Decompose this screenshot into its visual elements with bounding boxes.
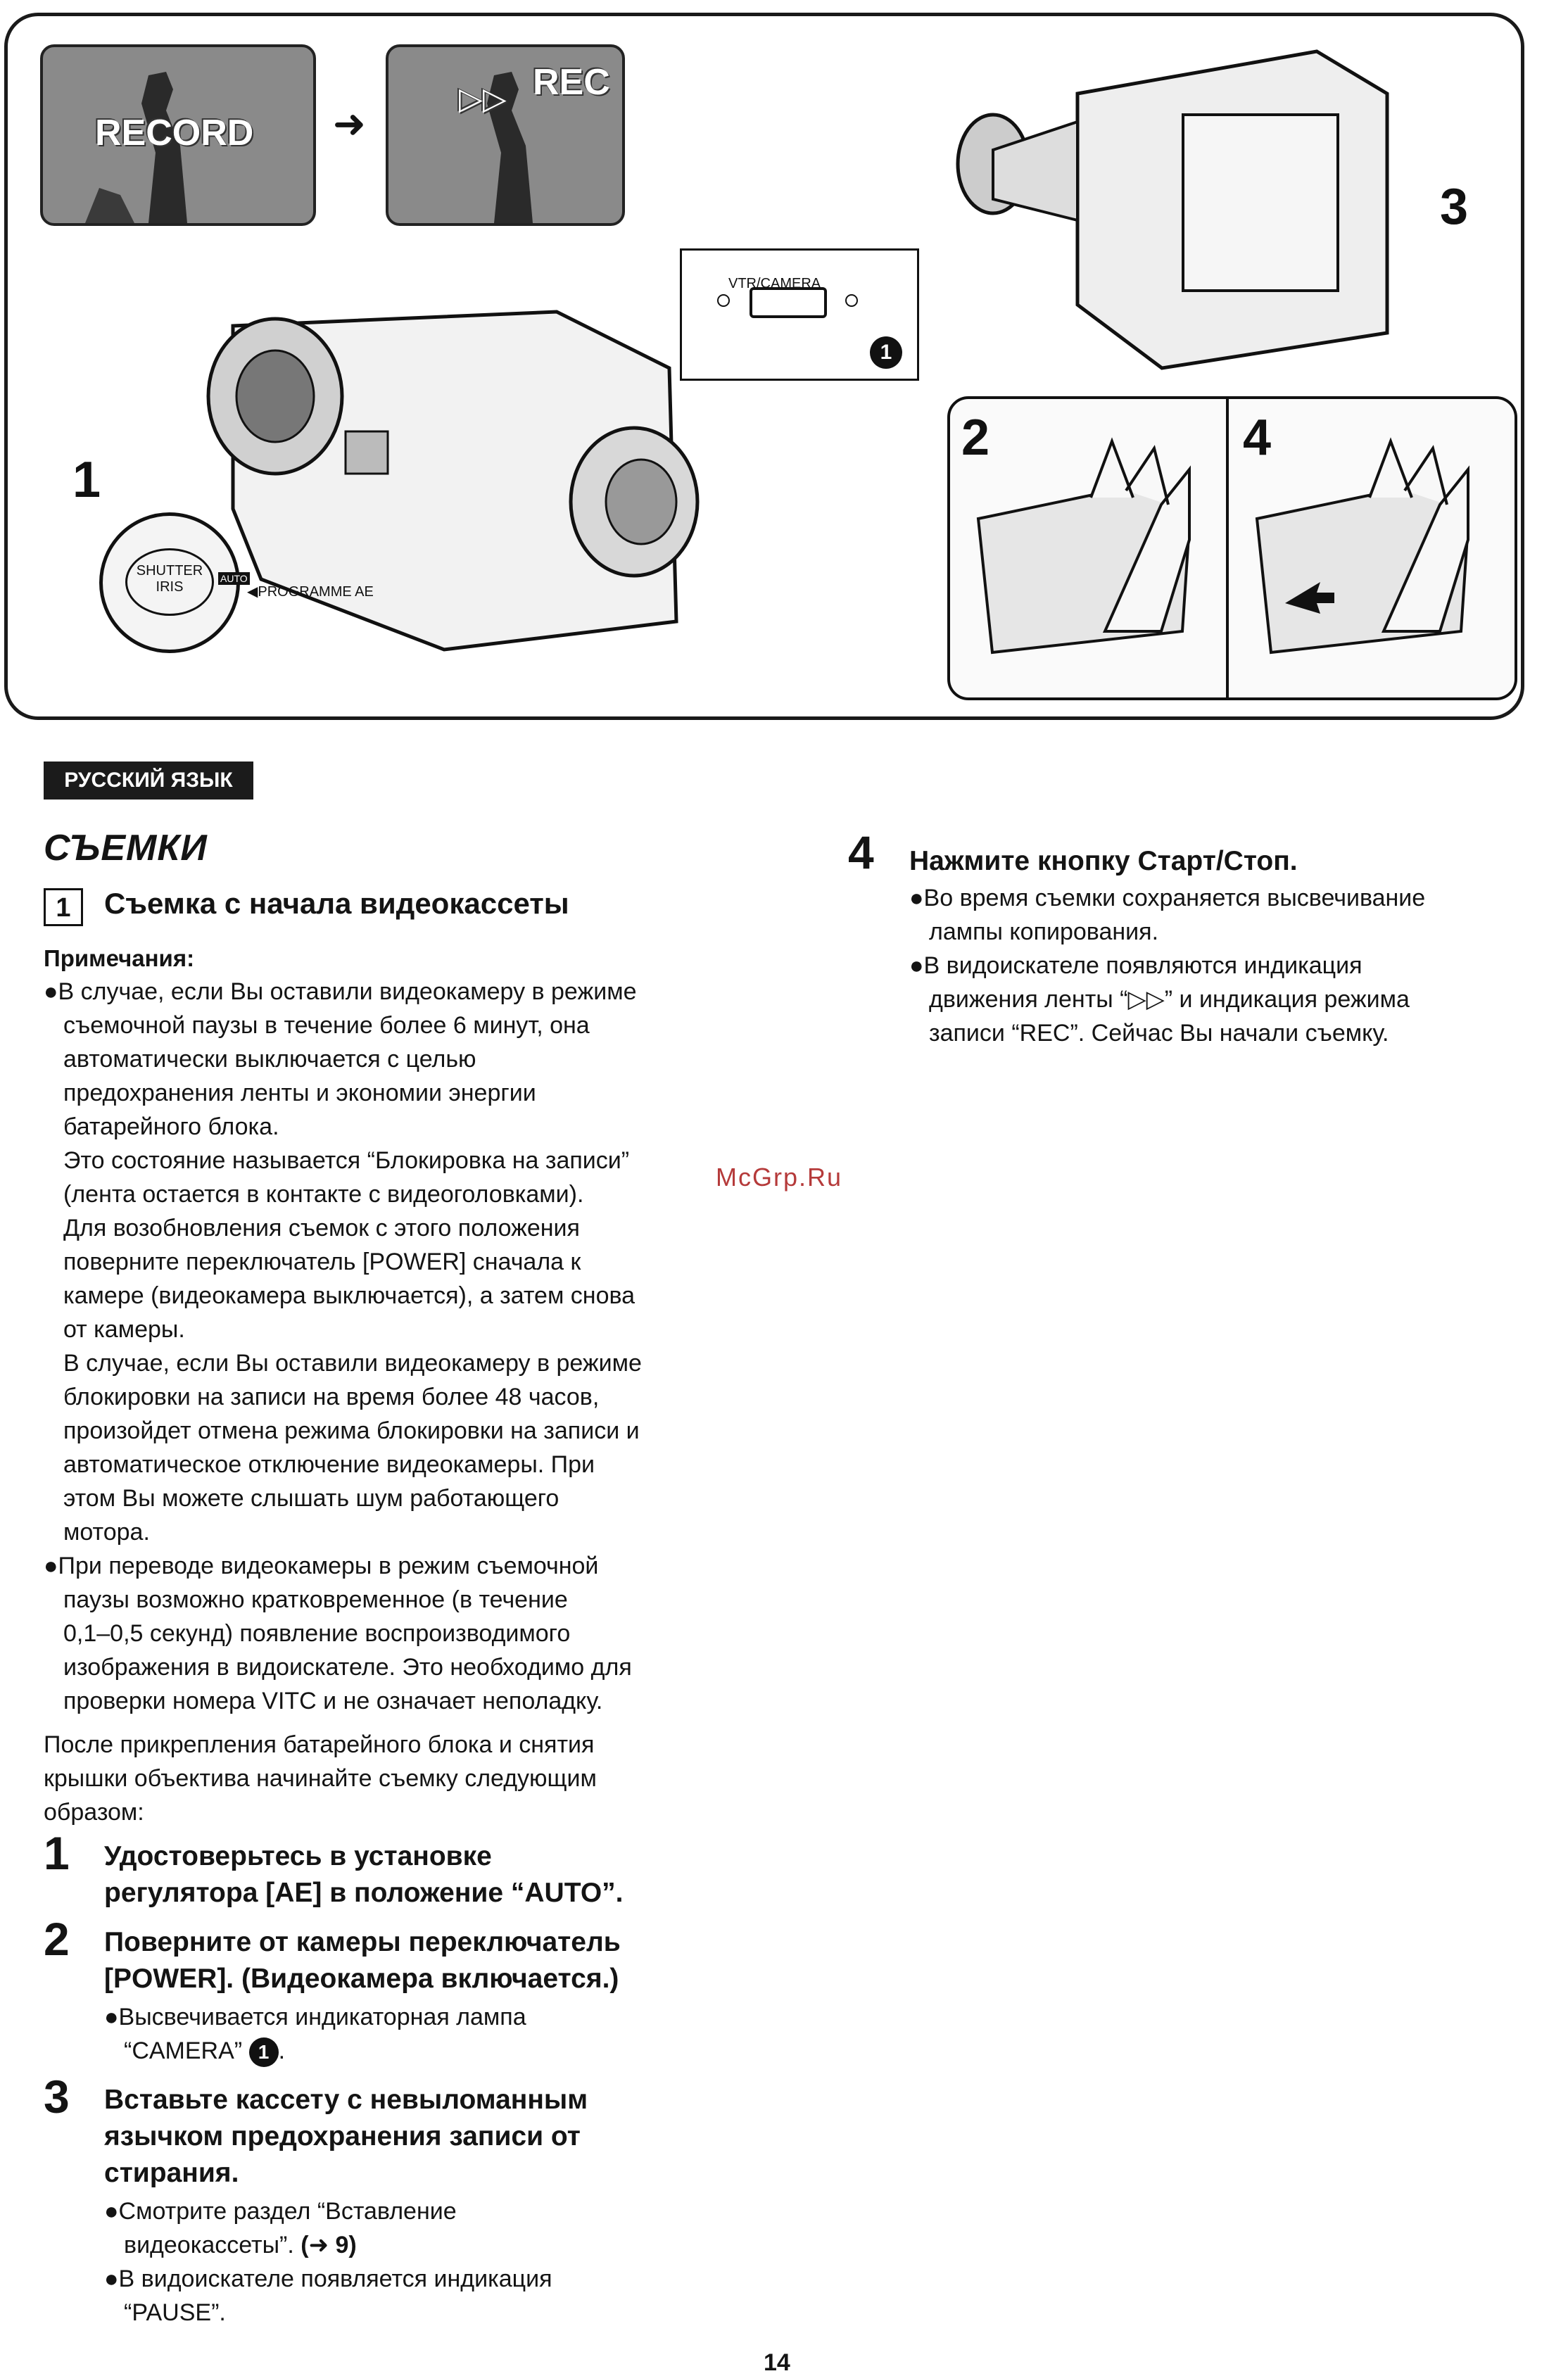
vtr-camera-switch	[750, 287, 827, 318]
note-line: паузы возможно кратковременное (в течение	[63, 1586, 568, 1613]
note-line: съемочной паузы в течение более 6 минут, она	[63, 1012, 590, 1039]
language-tag: РУССКИЙ ЯЗЫК	[44, 762, 253, 800]
vtr-lamp-icon	[717, 294, 730, 307]
note-line: произойдет отмена режима блокировки на записи и	[63, 1417, 640, 1444]
intro-line: крышки объектива начинайте съемку следующим	[44, 1765, 597, 1792]
camera-lamp-icon	[845, 294, 858, 307]
section-title: СЪЕМКИ	[44, 828, 208, 868]
note-line: этом Вы можете слышать шум работающего	[63, 1485, 559, 1512]
step-3-title	[104, 2082, 588, 2192]
play-indicator: ▷▷	[459, 82, 507, 116]
note-line: поверните переключатель [POWER] сначала к	[63, 1249, 581, 1275]
step-title-line: стирания.	[104, 2158, 239, 2188]
watermark: McGrp.Ru	[716, 1163, 843, 1192]
note-line: мотора.	[63, 1519, 150, 1546]
indicator-callout-icon: 1	[249, 2037, 279, 2067]
hand-pressing-icon	[950, 399, 1226, 697]
note-line: В случае, если Вы оставили видеокамеру в режиме	[63, 1350, 642, 1377]
bullet-line: записи “REC”. Сейчас Вы начали съемку.	[929, 1020, 1389, 1047]
note-line: предохранения ленты и экономии энергии	[63, 1080, 536, 1106]
bullet-line: видеокассеты”.	[124, 2232, 294, 2258]
panel-step-4	[1229, 396, 1517, 700]
step-title-line: регулятора [AE] в положение “AUTO”.	[104, 1878, 624, 1908]
page-number: 14	[764, 2349, 790, 2376]
step-2-callout: 2	[961, 410, 990, 466]
bullet-line: ●Смотрите раздел “Вставление	[104, 2198, 457, 2225]
intro-paragraph	[44, 1728, 597, 1829]
ae-dial	[99, 512, 248, 653]
step-4-callout: 4	[1243, 410, 1272, 466]
bullet-line: движения ленты “▷▷” и индикация режима	[929, 986, 1410, 1013]
step-title-line: Вставьте кассету с невыломанным	[104, 2085, 588, 2115]
note-line: ●При переводе видеокамеры в режим съемочной	[44, 1553, 599, 1579]
illustration-frame	[4, 13, 1524, 720]
step-title-line: [POWER]. (Видеокамера включается.)	[104, 1964, 619, 1994]
step-2-bullets	[104, 2000, 526, 2068]
intro-line: образом:	[44, 1799, 144, 1826]
shutter-iris-knob	[125, 548, 214, 616]
arrow-icon: ➜	[333, 101, 366, 146]
rec-label: REC	[533, 62, 610, 103]
note-line: ●В случае, если Вы оставили видеокамеру в режиме	[44, 978, 637, 1005]
step-1-callout: 1	[72, 452, 101, 508]
bullet-line: “PAUSE”.	[124, 2299, 226, 2326]
notes-block	[44, 975, 642, 1718]
step-title-line: Удостоверьтесь в установке	[104, 1841, 492, 1871]
hand-pressing-icon	[1229, 399, 1515, 697]
note-line: Для возобновления съемок с этого положения	[63, 1215, 580, 1241]
step-title-line: Поверните от камеры переключатель	[104, 1927, 621, 1957]
subsection-title: Съемка с начала видеокассеты	[104, 887, 569, 920]
bullet-line: ●В видоискателе появляется индикация	[104, 2266, 552, 2292]
step-3-number: 3	[44, 2071, 70, 2123]
notes-heading: Примечания:	[44, 945, 195, 971]
step-4-title: Нажмите кнопку Старт/Стоп.	[909, 846, 1298, 876]
note-line: камере (видеокамера выключается), а затем снова	[63, 1282, 636, 1309]
panel-step-2	[947, 396, 1229, 700]
note-line: от камеры.	[63, 1316, 185, 1343]
step-3-callout: 3	[1440, 179, 1469, 235]
record-label: RECORD	[95, 113, 254, 153]
step-3-bullets	[104, 2194, 552, 2330]
step-2-number: 2	[44, 1913, 70, 1965]
bullet-line: ●Высвечивается индикаторная лампа	[104, 2004, 526, 2030]
step-title-line: язычком предохранения записи от	[104, 2121, 581, 2151]
note-line: автоматически выключается с целью	[63, 1046, 476, 1073]
step-1-number: 1	[44, 1827, 70, 1879]
note-line: 0,1–0,5 секунд) появление воспроизводимого	[63, 1620, 571, 1647]
vtr-camera-label: VTR/CAMERA	[728, 276, 821, 291]
step-2-title	[104, 1924, 621, 1997]
note-line: проверки номера VITC и не означает неполадку.	[63, 1688, 603, 1714]
intro-line: После прикрепления батарейного блока и снятия	[44, 1731, 595, 1758]
bullet-line: ●Во время съемки сохраняется высвечивание	[909, 885, 1426, 911]
subsection-number: 1	[44, 888, 83, 926]
viewfinder-rec-screen	[386, 44, 625, 226]
programme-ae-label: ◀PROGRAMME AE	[247, 584, 374, 600]
indicator-callout-icon: 1	[870, 336, 902, 369]
step-4-bullets	[909, 881, 1425, 1050]
note-line: Это состояние называется “Блокировка на записи”	[63, 1147, 630, 1174]
note-line: батарейного блока.	[63, 1113, 279, 1140]
note-line: изображения в видоискателе. Это необходимо для	[63, 1654, 632, 1681]
bullet-line: ●В видоискателе появляются индикация	[909, 952, 1362, 979]
camcorder-cassette-drawing	[951, 37, 1443, 389]
dial-auto-label: AUTO	[218, 572, 250, 585]
viewfinder-record-screen	[40, 44, 316, 226]
page-reference: (➜ 9)	[301, 2232, 357, 2258]
bullet-line: “CAMERA”	[124, 2037, 243, 2064]
step-1-title	[104, 1838, 624, 1911]
note-line: блокировки на записи на время более 48 часов,	[63, 1384, 600, 1410]
note-line: автоматическое отключение видеокамеры. При	[63, 1451, 595, 1478]
bullet-line: лампы копирования.	[929, 918, 1159, 945]
dial-iris-label: IRIS	[156, 579, 184, 595]
step-4-number: 4	[848, 826, 874, 878]
bullet-punctuation: .	[278, 2037, 286, 2064]
dial-shutter-label: SHUTTER	[136, 563, 203, 579]
note-line: (лента остается в контакте с видеоголовками).	[63, 1181, 584, 1208]
